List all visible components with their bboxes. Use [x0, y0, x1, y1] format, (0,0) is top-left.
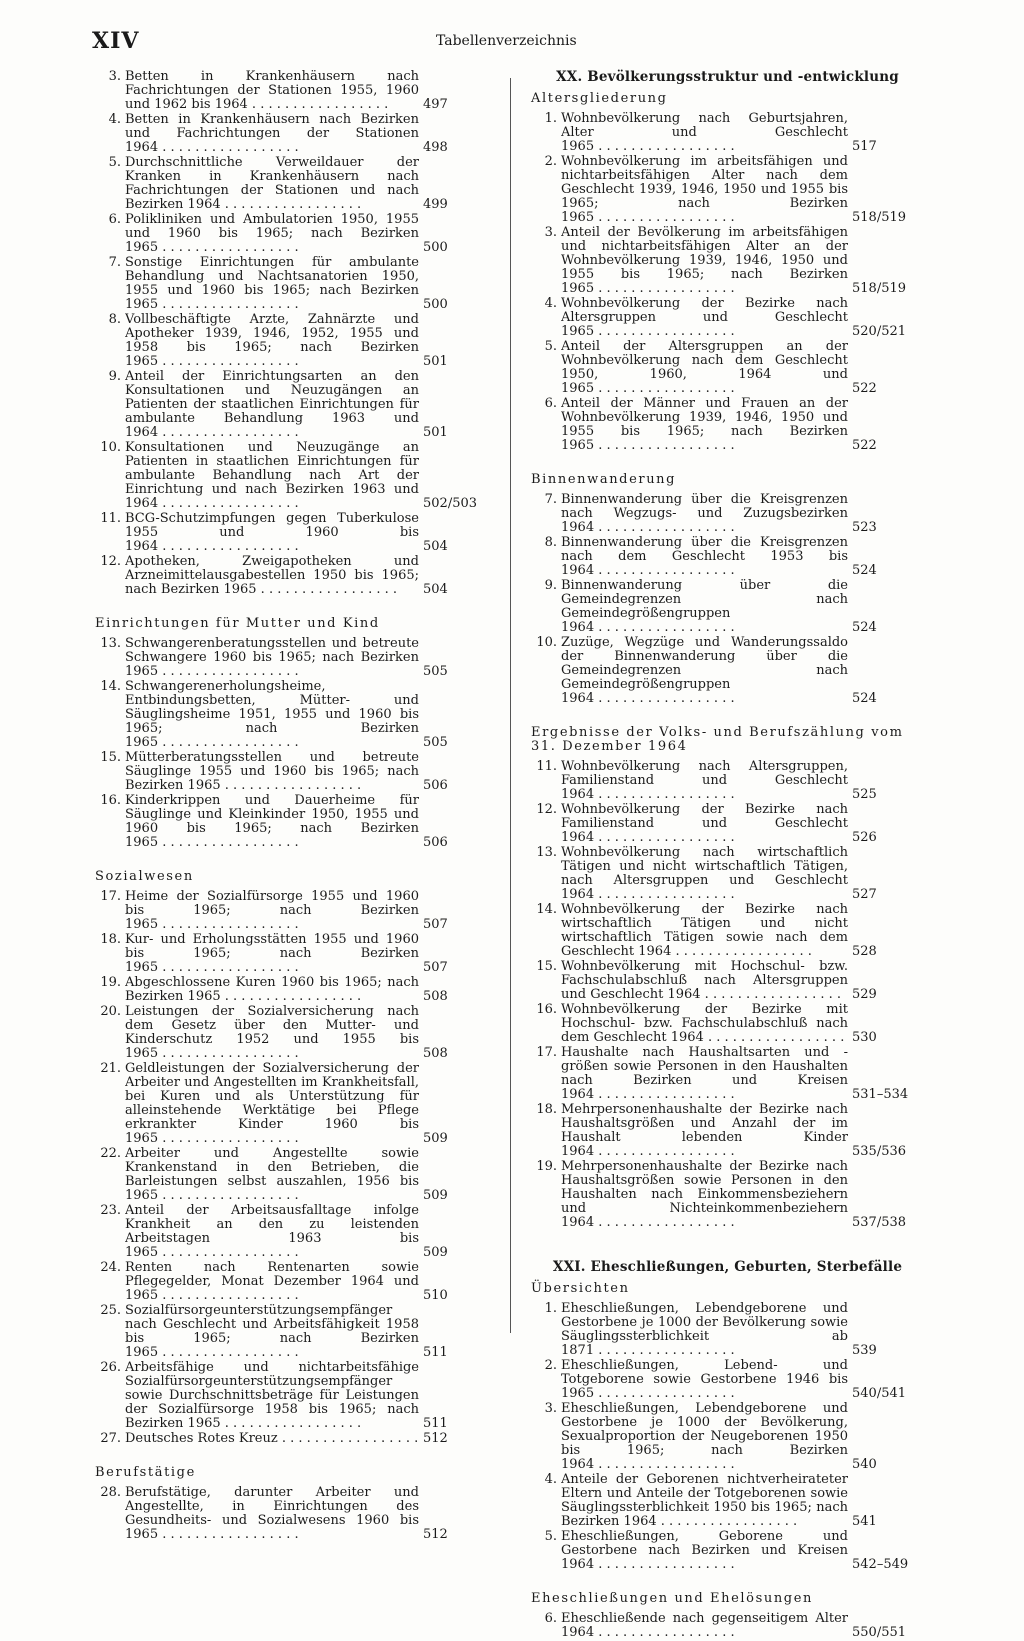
entry-text-wrap: [125, 213, 419, 255]
toc-entry: [95, 1432, 495, 1446]
entry-number: 1.: [544, 111, 557, 126]
entry-text-wrap: [125, 751, 419, 793]
toc-entry: [531, 112, 924, 154]
entry-text-wrap: [125, 1361, 419, 1431]
toc-entry: [531, 760, 924, 802]
entry-number: 1.: [544, 1301, 557, 1316]
entry-text-wrap: [125, 680, 419, 750]
toc-entry: [531, 1103, 924, 1159]
section-heading: Übersichten: [531, 1281, 630, 1296]
toc-entry: [531, 1046, 924, 1102]
entry-number: 22.: [100, 1146, 121, 1161]
toc-entry: [95, 370, 495, 440]
entry-text-wrap: [561, 1160, 848, 1230]
entry-text-wrap: [561, 903, 848, 959]
entry-page: 520/521: [852, 324, 907, 339]
entry-page: 528: [852, 944, 877, 959]
entry-title: Anteile der Geborenen nichtverheirateter Eltern und Anteile der Totgeborenen sowie Säuglingssterblichkeit 1950 bis 1965; nach Bezirken 1964 . . .: [561, 1473, 848, 1529]
toc-entry: [95, 1361, 495, 1431]
entry-text-wrap: [125, 512, 419, 554]
entry-title: Abgeschlossene Kuren 1960 bis 1965; nach Bezirken 1965 . . .: [125, 976, 419, 1004]
entry-page: 508: [423, 989, 448, 1004]
entry-number: 16.: [100, 793, 121, 808]
entry-title: Wohnbevölkerung der Bezirke nach Altersgruppen und Geschlecht 1965 . . .: [561, 297, 848, 339]
entry-number: 20.: [100, 1004, 121, 1019]
running-title: Tabellenverzeichnis: [436, 33, 577, 49]
entry-number: 16.: [536, 1002, 557, 1017]
toc-entry: [531, 960, 924, 1002]
entry-text-wrap: [125, 1147, 419, 1203]
entry-text-wrap: [125, 637, 419, 679]
entry-title: Binnenwanderung über die Kreisgrenzen nach Wegzugs- und Zuzugsbezirken 1964 . . .: [561, 493, 848, 535]
toc-entry: [95, 512, 495, 554]
toc-entry: [531, 1473, 924, 1529]
toc-entry: [531, 536, 924, 578]
toc-entry: [531, 1402, 924, 1472]
entry-text-wrap: [125, 555, 419, 597]
entry-number: 18.: [100, 932, 121, 947]
entry-number: 19.: [100, 975, 121, 990]
entry-title: Eheschließungen, Lebendgeborene und Gestorbene je 1000 der Bevölkerung sowie Säuglingssterblichkeit ab 1871 . . .: [561, 1302, 848, 1358]
entry-number: 19.: [536, 1159, 557, 1174]
entry-number: 14.: [100, 679, 121, 694]
entry-page: 525: [852, 787, 877, 802]
entry-text-wrap: [125, 976, 419, 1004]
entry-number: 10.: [100, 440, 121, 455]
entry-text-wrap: [561, 1302, 848, 1358]
entry-text-wrap: [561, 1359, 848, 1401]
toc-entry: [531, 903, 924, 959]
entry-title: Konsultationen und Neuzugänge an Patienten in staatlichen Einrichtungen für ambulante Behandlung nach Art der Einrichtung und nach Bezirken 1963 und 1964 . . .: [125, 441, 419, 511]
entry-number: 14.: [536, 902, 557, 917]
entry-title: Betten in Krankenhäusern nach Bezirken und Fachrichtungen der Stationen 1964 . . .: [125, 113, 419, 155]
entry-title: Wohnbevölkerung der Bezirke nach wirtschaftlich Tätigen und nicht wirtschaftlich Tätigen sowie nach dem Geschlecht 1964 . . .: [561, 903, 848, 959]
entry-text-wrap: [125, 1486, 419, 1542]
entry-number: 6.: [544, 396, 557, 411]
entry-text-wrap: [561, 1103, 848, 1159]
entry-title: Kinderkrippen und Dauerheime für Säuglinge und Kleinkinder 1950, 1955 und 1960 bis 1965; nach Bezirken 1965 . . .: [125, 794, 419, 850]
entry-title: Arbeiter und Angestellte sowie Krankenstand in den Betrieben, die Barleistungen selbst auszahlen, 1956 bis 1965 . . .: [125, 1147, 419, 1203]
entry-title: Schwangerenberatungsstellen und betreute Schwangere 1960 bis 1965; nach Bezirken 1965 . . .: [125, 637, 419, 679]
entry-text-wrap: [561, 397, 848, 453]
toc-entry: [531, 1530, 924, 1572]
entry-text-wrap: [561, 1473, 848, 1529]
entry-title: Mehrpersonenhaushalte der Bezirke nach Haushaltsgrößen und Anzahl der im Haushalt lebenden Kinder 1964 . . .: [561, 1103, 848, 1159]
entry-page: 526: [852, 830, 877, 845]
entry-page: 518/519: [852, 281, 907, 296]
entry-number: 6.: [108, 212, 121, 227]
entry-page: 550/551: [852, 1625, 907, 1640]
entry-number: 10.: [536, 635, 557, 650]
entry-number: 11.: [100, 511, 121, 526]
entry-title: Leistungen der Sozialversicherung nach dem Gesetz über den Mutter- und Kinderschutz 1952 und 1955 bis 1965 . . .: [125, 1005, 419, 1061]
entry-text-wrap: [561, 846, 848, 902]
entry-page: 539: [852, 1343, 877, 1358]
entry-number: 17.: [536, 1045, 557, 1060]
entry-text-wrap: [125, 890, 419, 932]
toc-entry: [531, 340, 924, 396]
entry-text-wrap: [561, 1612, 848, 1640]
entry-number: 8.: [544, 535, 557, 550]
toc-entry: [95, 751, 495, 793]
toc-entry: [95, 113, 495, 155]
entry-title: Haushalte nach Haushaltsarten und -größen sowie Personen in den Haushalten nach Bezirken und Kreisen 1964 . . .: [561, 1046, 848, 1102]
toc-entry: [531, 1160, 924, 1230]
toc-entry: [531, 1612, 924, 1640]
entry-number: 3.: [544, 225, 557, 240]
entry-title: Durchschnittliche Verweildauer der Kranken in Krankenhäusern nach Fachrichtungen der Stationen und nach Bezirken 1964 . . .: [125, 156, 419, 212]
toc-entry: [95, 1204, 495, 1260]
toc-entry: [95, 1062, 495, 1146]
entry-page: 531–534: [852, 1087, 909, 1102]
entry-number: 21.: [100, 1061, 121, 1076]
entry-title: Anteil der Männer und Frauen an der Wohnbevölkerung 1939, 1946, 1950 und 1955 bis 1965; nach Bezirken 1965 . . .: [561, 397, 848, 453]
toc-entry: [531, 803, 924, 845]
entry-page: 504: [423, 582, 448, 597]
entry-text-wrap: [561, 155, 848, 225]
toc-entry: [95, 313, 495, 369]
entry-title: Berufstätige, darunter Arbeiter und Angestellte, in Einrichtungen des Gesundheits- und Sozialwesens 1960 bis 1965 . . .: [125, 1486, 419, 1542]
entry-page: 527: [852, 887, 877, 902]
entry-title: Eheschließende nach gegenseitigem Alter 1964 . . .: [561, 1612, 848, 1640]
entry-text-wrap: [125, 1432, 419, 1446]
column-divider: [510, 78, 511, 1333]
entry-title: Heime der Sozialfürsorge 1955 und 1960 bis 1965; nach Bezirken 1965 . . .: [125, 890, 419, 932]
section-heading: Einrichtungen für Mutter und Kind: [95, 616, 380, 631]
entry-title: Polikliniken und Ambulatorien 1950, 1955 und 1960 bis 1965; nach Bezirken 1965 . . .: [125, 213, 419, 255]
entry-title: Betten in Krankenhäusern nach Fachrichtungen der Stationen 1955, 1960 und 1962 bis 1964 . . .: [125, 70, 419, 112]
entry-text-wrap: [561, 579, 848, 635]
toc-entry: [531, 226, 924, 296]
entry-number: 5.: [108, 155, 121, 170]
entry-title: Vollbeschäftigte Ärzte, Zahnärzte und Apotheker 1939, 1946, 1952, 1955 und 1958 bis 1965; nach Bezirken 1965 . . .: [125, 313, 419, 369]
entry-page: 523: [852, 520, 877, 535]
entry-page: 499: [423, 197, 448, 212]
entry-title: Sonstige Einrichtungen für ambulante Behandlung und Nachtsanatorien 1950, 1955 und 1960 bis 1965; nach Bezirken 1965 . . .: [125, 256, 419, 312]
right-column: [531, 70, 924, 1641]
section-heading: Sozialwesen: [95, 869, 194, 884]
toc-entry: [95, 1147, 495, 1203]
entry-number: 2.: [544, 154, 557, 169]
entry-title: Wohnbevölkerung mit Hochschul- bzw. Fachschulabschluß nach Altersgruppen und Geschlecht 1964 . . .: [561, 960, 848, 1002]
entry-number: 26.: [100, 1360, 121, 1375]
entry-title: Apotheken, Zweigapotheken und Arzneimittelausgabestellen 1950 bis 1965; nach Bezirken 1965 . . .: [125, 555, 419, 597]
entry-page: 502/503: [423, 496, 478, 511]
toc-entry: [95, 680, 495, 750]
entry-title: Wohnbevölkerung im arbeitsfähigen und nichtarbeitsfähigen Alter nach dem Geschlecht 1939, 1946, 1950 und 1955 bis 1965; nach Bezirken 1965 . . .: [561, 155, 848, 225]
entry-text-wrap: [561, 340, 848, 396]
entry-text-wrap: [125, 256, 419, 312]
entry-number: 5.: [544, 1529, 557, 1544]
entry-number: 12.: [536, 802, 557, 817]
entry-page: 498: [423, 140, 448, 155]
entry-text-wrap: [125, 313, 419, 369]
entry-text-wrap: [561, 1046, 848, 1102]
entry-page: 509: [423, 1245, 448, 1260]
entry-page: 507: [423, 960, 448, 975]
toc-entry: [95, 1304, 495, 1360]
entry-page: 512: [423, 1431, 448, 1446]
entry-title: Wohnbevölkerung der Bezirke nach Familienstand und Geschlecht 1964 . . .: [561, 803, 848, 845]
entry-number: 7.: [544, 492, 557, 507]
entry-text-wrap: [561, 636, 848, 706]
entry-page: 524: [852, 563, 877, 578]
entry-title: Schwangerenerholungsheime, Entbindungsbetten, Mütter- und Säuglingsheime 1951, 1955 und 1960 bis 1965; nach Bezirken 1965 . . .: [125, 680, 419, 750]
entry-page: 522: [852, 381, 877, 396]
entry-title: Kur- und Erholungsstätten 1955 und 1960 bis 1965; nach Bezirken 1965 . . .: [125, 933, 419, 975]
entry-page: 524: [852, 691, 877, 706]
toc-entry: [95, 637, 495, 679]
entry-title: Zuzüge, Wegzüge und Wanderungssaldo der Binnenwanderung über die Gemeindegrenzen nach Gemeindegrößengruppen 1964 . . .: [561, 636, 848, 706]
entry-text-wrap: [125, 794, 419, 850]
entry-number: 4.: [108, 112, 121, 127]
entry-page: 535/536: [852, 1144, 907, 1159]
entry-text-wrap: [561, 536, 848, 578]
entry-number: 28.: [100, 1485, 121, 1500]
entry-text-wrap: [125, 933, 419, 975]
section-heading: Berufstätige: [95, 1465, 196, 1480]
entry-page: 518/519: [852, 210, 907, 225]
entry-text-wrap: [561, 226, 848, 296]
toc-entry: [95, 256, 495, 312]
toc-entry: [95, 441, 495, 511]
toc-entry: [95, 933, 495, 975]
entry-text-wrap: [561, 803, 848, 845]
entry-number: 3.: [108, 69, 121, 84]
entry-page: 511: [423, 1416, 448, 1431]
entry-page: 500: [423, 297, 448, 312]
entry-title: Wohnbevölkerung nach wirtschaftlich Tätigen und nicht wirtschaftlich Tätigen, nach Altersgruppen und Geschlecht 1964 . . .: [561, 846, 848, 902]
entry-text-wrap: [125, 113, 419, 155]
entry-page: 509: [423, 1188, 448, 1203]
entry-title: Deutsches Rotes Kreuz . . .: [125, 1432, 419, 1446]
entry-text-wrap: [125, 70, 419, 112]
entry-title: Anteil der Einrichtungsarten an den Konsultationen und Neuzugängen an Patienten der staatlichen Einrichtungen für ambulante Behandlung 1963 und 1964 . . .: [125, 370, 419, 440]
section-heading: Eheschließungen und Ehelösungen: [531, 1591, 813, 1606]
entry-page: 505: [423, 664, 448, 679]
entry-page: 506: [423, 778, 448, 793]
entry-text-wrap: [125, 1005, 419, 1061]
chapter-title: XXI. Eheschließungen, Geburten, Sterbefälle: [552, 1259, 903, 1275]
entry-page: 504: [423, 539, 448, 554]
entry-text-wrap: [125, 370, 419, 440]
entry-page: 511: [423, 1345, 448, 1360]
entry-number: 2.: [544, 1358, 557, 1373]
toc-entry: [95, 70, 495, 112]
toc-entry: [531, 297, 924, 339]
entry-title: Wohnbevölkerung nach Altersgruppen, Familienstand und Geschlecht 1964 . . .: [561, 760, 848, 802]
entry-number: 24.: [100, 1260, 121, 1275]
entry-number: 7.: [108, 255, 121, 270]
entry-title: Anteil der Altersgruppen an der Wohnbevölkerung nach dem Geschlecht 1950, 1960, 1964 und 1965 . . .: [561, 340, 848, 396]
entry-page: 541: [852, 1514, 877, 1529]
entry-page: 500: [423, 240, 448, 255]
toc-entry: [95, 976, 495, 1004]
entry-title: Anteil der Bevölkerung im arbeitsfähigen und nichtarbeitsfähigen Alter an der Wohnbevölkerung 1939, 1946, 1950 und 1955 bis 1965; nach Bezirken 1965 . . .: [561, 226, 848, 296]
entry-text-wrap: [561, 493, 848, 535]
toc-entry: [95, 1005, 495, 1061]
toc-entry: [531, 1359, 924, 1401]
toc-entry: [531, 1302, 924, 1358]
entry-number: 13.: [536, 845, 557, 860]
toc-entry: [531, 155, 924, 225]
entry-number: 11.: [536, 759, 557, 774]
toc-entry: [95, 1261, 495, 1303]
entry-text-wrap: [561, 1003, 848, 1045]
entry-title: Geldleistungen der Sozialversicherung der Arbeiter und Angestellten im Krankheitsfall, bei Kuren und als Unterstützung für alleinstehende Werktätige bei Pflege erkrankter Kinder 1960 bis 1965 . . .: [125, 1062, 419, 1146]
entry-title: Eheschließungen, Geborene und Gestorbene nach Bezirken und Kreisen 1964 . . .: [561, 1530, 848, 1572]
entry-text-wrap: [125, 1304, 419, 1360]
entry-number: 15.: [536, 959, 557, 974]
entry-number: 12.: [100, 554, 121, 569]
entry-page: 505: [423, 735, 448, 750]
entry-number: 6.: [544, 1611, 557, 1626]
entry-title: Anteil der Arbeitsausfalltage infolge Krankheit an den zu leistenden Arbeitstagen 1963 bis 1965 . . .: [125, 1204, 419, 1260]
toc-entry: [95, 213, 495, 255]
entry-text-wrap: [125, 1261, 419, 1303]
entry-title: Eheschließungen, Lebend- und Totgeborene sowie Gestorbene 1946 bis 1965 . . .: [561, 1359, 848, 1401]
entry-number: 25.: [100, 1303, 121, 1318]
entry-number: 13.: [100, 636, 121, 651]
left-column: [95, 70, 495, 1543]
entry-number: 4.: [544, 1472, 557, 1487]
toc-entry: [95, 156, 495, 212]
entry-title: Eheschließungen, Lebendgeborene und Gestorbene je 1000 der Bevölkerung, Sexualproportion der Neugeborenen 1950 bis 1965; nach Bezirken 1964 . . .: [561, 1402, 848, 1472]
entry-page: 510: [423, 1288, 448, 1303]
toc-entry: [531, 636, 924, 706]
toc-entry: [95, 794, 495, 850]
entry-page: 537/538: [852, 1215, 907, 1230]
entry-page: 540: [852, 1457, 877, 1472]
entry-number: 9.: [544, 578, 557, 593]
entry-page: 509: [423, 1131, 448, 1146]
entry-text-wrap: [561, 760, 848, 802]
entry-title: Renten nach Rentenarten sowie Pflegegelder, Monat Dezember 1964 und 1965 . . .: [125, 1261, 419, 1303]
toc-entry: [95, 890, 495, 932]
entry-number: 5.: [544, 339, 557, 354]
page-number: XIV: [92, 28, 140, 54]
entry-text-wrap: [561, 297, 848, 339]
entry-page: 512: [423, 1527, 448, 1542]
entry-page: 517: [852, 139, 877, 154]
entry-page: 529: [852, 987, 877, 1002]
entry-number: 9.: [108, 369, 121, 384]
entry-text-wrap: [561, 960, 848, 1002]
section-heading: Binnenwanderung: [531, 472, 677, 487]
toc-entry: [531, 397, 924, 453]
section-heading: Altersgliederung: [531, 91, 668, 106]
entry-title: Binnenwanderung über die Gemeindegrenzen nach Gemeindegrößengruppen 1964 . . .: [561, 579, 848, 635]
entry-number: 15.: [100, 750, 121, 765]
entry-page: 497: [423, 97, 448, 112]
entry-text-wrap: [125, 1062, 419, 1146]
entry-number: 23.: [100, 1203, 121, 1218]
entry-title: Wohnbevölkerung nach Geburtsjahren, Alter und Geschlecht 1965 . . .: [561, 112, 848, 154]
entry-text-wrap: [561, 1530, 848, 1572]
entry-page: 501: [423, 354, 448, 369]
entry-page: 530: [852, 1030, 877, 1045]
entry-title: Mütterberatungsstellen und betreute Säuglinge 1955 und 1960 bis 1965; nach Bezirken 1965 . . .: [125, 751, 419, 793]
entry-number: 17.: [100, 889, 121, 904]
entry-page: 540/541: [852, 1386, 907, 1401]
toc-entry: [531, 846, 924, 902]
entry-number: 8.: [108, 312, 121, 327]
toc-entry: [531, 1003, 924, 1045]
entry-title: Wohnbevölkerung der Bezirke mit Hochschul- bzw. Fachschulabschluß nach dem Geschlecht 1964 . . .: [561, 1003, 848, 1045]
entry-page: 542–549: [852, 1557, 909, 1572]
entry-page: 501: [423, 425, 448, 440]
section-heading: Ergebnisse der Volks- und Berufszählung vom 31. Dezember 1964: [531, 725, 904, 754]
entry-title: Sozialfürsorgeunterstützungsempfänger nach Geschlecht und Arbeitsfähigkeit 1958 bis 1965; nach Bezirken 1965 . . .: [125, 1304, 419, 1360]
entry-text-wrap: [561, 1402, 848, 1472]
entry-title: Arbeitsfähige und nichtarbeitsfähige Sozialfürsorgeunterstützungsempfänger sowie Durchschnittsbeträge für Leistungen der Sozialfürsorge 1958 bis 1965; nach Bezirken 1965 . . .: [125, 1361, 419, 1431]
entry-text-wrap: [561, 112, 848, 154]
entry-title: Mehrpersonenhaushalte der Bezirke nach Haushaltsgrößen sowie Personen in den Haushalten nach Einkommensbeziehern und Nichteinkommenbeziehern 1964 . . .: [561, 1160, 848, 1230]
entry-title: Binnenwanderung über die Kreisgrenzen nach dem Geschlecht 1953 bis 1964 . . .: [561, 536, 848, 578]
toc-entry: [95, 1486, 495, 1542]
entry-page: 524: [852, 620, 877, 635]
entry-page: 508: [423, 1046, 448, 1061]
chapter-title: XX. Bevölkerungsstruktur und -entwicklung: [556, 69, 899, 85]
entry-number: 4.: [544, 296, 557, 311]
entry-number: 18.: [536, 1102, 557, 1117]
entry-page: 506: [423, 835, 448, 850]
entry-number: 3.: [544, 1401, 557, 1416]
entry-page: 522: [852, 438, 877, 453]
entry-number: 27.: [100, 1431, 121, 1446]
toc-entry: [531, 579, 924, 635]
entry-title: BCG-Schutzimpfungen gegen Tuberkulose 1955 und 1960 bis 1964 . . .: [125, 512, 419, 554]
toc-entry: [95, 555, 495, 597]
entry-text-wrap: [125, 1204, 419, 1260]
entry-page: 507: [423, 917, 448, 932]
entry-text-wrap: [125, 156, 419, 212]
entry-text-wrap: [125, 441, 419, 511]
toc-entry: [531, 493, 924, 535]
